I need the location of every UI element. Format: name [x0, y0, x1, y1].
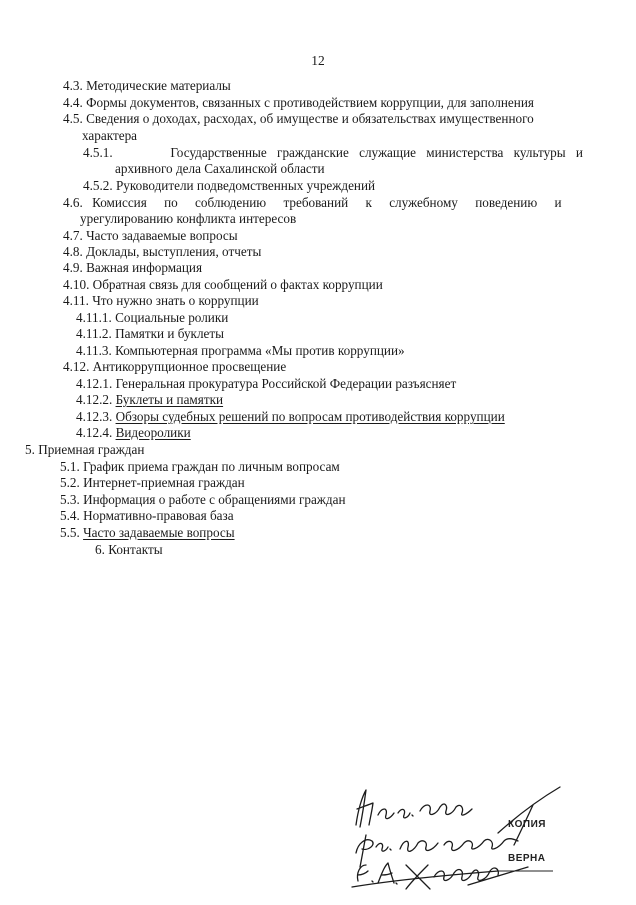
list-item-continuation	[115, 160, 325, 177]
list-item	[63, 243, 261, 260]
stamp-copy: КОПИЯ	[508, 819, 546, 830]
item-text: Что нужно знать о коррупции	[92, 293, 259, 308]
list-item	[63, 194, 583, 211]
list-item	[63, 292, 259, 309]
item-number: 6.	[95, 542, 105, 557]
item-link[interactable]: Обзоры судебных решений по вопросам противодействия коррупции	[115, 409, 505, 424]
item-number: 4.11.2.	[76, 326, 112, 341]
list-item	[76, 424, 191, 441]
item-text: Компьютерная программа «Мы против коррупции»	[115, 343, 405, 358]
item-number: 4.12.4.	[76, 425, 113, 440]
item-text: Руководители подведомственных учреждений	[115, 178, 376, 193]
item-text: Комиссия по соблюдению требований к служебному поведению и	[92, 195, 562, 210]
signature-handwriting	[348, 785, 568, 895]
list-item	[76, 375, 456, 392]
list-item	[63, 358, 286, 375]
list-item	[60, 524, 235, 541]
list-item-continuation	[82, 127, 137, 144]
item-text: Приемная граждан	[38, 442, 145, 457]
item-text: Важная информация	[86, 260, 203, 275]
list-item	[76, 391, 223, 408]
item-number: 5.4.	[60, 508, 80, 523]
item-text: Нормативно-правовая база	[83, 508, 234, 523]
list-item	[63, 259, 202, 276]
item-number: 5.	[25, 442, 35, 457]
item-link[interactable]: Буклеты и памятки	[115, 392, 224, 407]
item-text: Контакты	[108, 542, 163, 557]
list-item	[76, 309, 228, 326]
item-number: 4.4.	[63, 95, 83, 110]
item-number: 4.3.	[63, 78, 83, 93]
item-text: Генеральная прокуратура Российской Федерации разъясняет	[115, 376, 457, 391]
item-number: 4.5.1.	[83, 145, 113, 160]
list-item	[25, 441, 144, 458]
item-number: 4.12.2.	[76, 392, 113, 407]
list-item	[76, 408, 505, 425]
list-item	[76, 342, 405, 359]
item-number: 4.12.3.	[76, 409, 113, 424]
signature-block	[348, 785, 568, 895]
item-text: урегулированию конфликта интересов	[80, 211, 297, 226]
item-text: характера	[82, 128, 138, 143]
item-number: 4.12.1.	[76, 376, 113, 391]
item-number: 5.2.	[60, 475, 80, 490]
item-text: Формы документов, связанных с противодействием коррупции, для заполнения	[86, 95, 534, 110]
list-item	[76, 325, 224, 342]
item-number: 4.11.3.	[76, 343, 112, 358]
item-number: 4.7.	[63, 228, 83, 243]
item-number: 4.9.	[63, 260, 83, 275]
item-number: 4.10.	[63, 277, 90, 292]
item-text: Интернет-приемная граждан	[83, 475, 245, 490]
item-number: 4.11.	[63, 293, 89, 308]
item-number: 4.6.	[63, 195, 83, 210]
list-item	[60, 491, 346, 508]
item-text: Памятки и буклеты	[115, 326, 225, 341]
item-number: 4.5.2.	[83, 178, 113, 193]
list-item	[95, 541, 163, 558]
item-number: 4.12.	[63, 359, 90, 374]
item-number: 5.5.	[60, 525, 80, 540]
item-text: Методические материалы	[86, 78, 231, 93]
item-text: Социальные ролики	[115, 310, 229, 325]
list-item	[63, 110, 534, 127]
item-link[interactable]: Часто задаваемые вопросы	[83, 525, 235, 540]
item-text: Часто задаваемые вопросы	[86, 228, 238, 243]
list-item	[60, 474, 245, 491]
item-text: Антикоррупционное просвещение	[92, 359, 287, 374]
item-text: Доклады, выступления, отчеты	[86, 244, 262, 259]
item-link[interactable]: Видеоролики	[115, 425, 191, 440]
item-text: архивного дела Сахалинской области	[115, 161, 325, 176]
item-number: 5.3.	[60, 492, 80, 507]
item-text: График приема граждан по личным вопросам	[83, 459, 340, 474]
list-item-continuation	[80, 210, 296, 227]
item-number: 4.5.	[63, 111, 83, 126]
list-item	[63, 227, 238, 244]
list-item	[63, 276, 383, 293]
list-item	[83, 144, 583, 161]
item-number: 5.1.	[60, 459, 80, 474]
item-text: Обратная связь для сообщений о фактах коррупции	[92, 277, 383, 292]
list-item	[83, 177, 375, 194]
item-text: Сведения о доходах, расходах, об имуществе и обязательствах имущественного	[86, 111, 534, 126]
list-item	[60, 507, 234, 524]
item-text: Информация о работе с обращениями граждан	[83, 492, 346, 507]
item-number: 4.8.	[63, 244, 83, 259]
stamp-true: ВЕРНА	[508, 853, 546, 864]
list-item	[63, 77, 231, 94]
item-text: Государственные гражданские служащие министерства культуры и	[170, 145, 583, 160]
page-number: 12	[311, 53, 325, 68]
item-number: 4.11.1.	[76, 310, 112, 325]
list-item	[63, 94, 534, 111]
list-item	[60, 458, 340, 475]
